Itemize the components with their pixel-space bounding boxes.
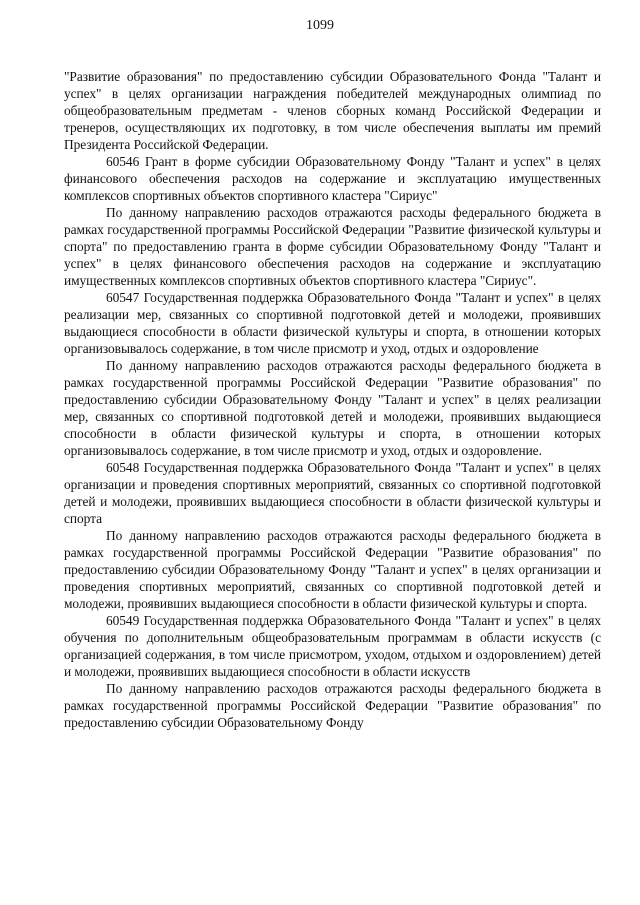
paragraph-60548-heading: 60548 Государственная поддержка Образовательного Фонда "Талант и успех" в целях организации и проведения спортивных мероприятий, связанных со спортивной подготовкой детей и молодежи, проявивших выдающиеся способности в области физической культуры и спорта — [64, 460, 601, 526]
paragraph-60547-heading: 60547 Государственная поддержка Образовательного Фонда "Талант и успех" в целях реализации мер, связанных со спортивной подготовкой детей и молодежи, проявивших выдающиеся способности в области физической культуры и спорта, в отношении которых организовывалось содержание, в том числе присмотр и уход, отдых и оздоровление — [64, 290, 601, 356]
document-body — [64, 68, 601, 731]
paragraph: По данному направлению расходов отражаются расходы федерального бюджета в рамках государственной программы Российской Федерации "Развитие физической культуры и спорта" по предоставлению гранта в форме субсидии Образовательному Фонду "Талант и успех" в целях финансового обеспечения расходов на содержание и эксплуатацию имущественных комплексов спортивных объектов спортивного кластера "Сириус". — [64, 205, 601, 288]
paragraph: По данному направлению расходов отражаются расходы федерального бюджета в рамках государственной программы Российской Федерации "Развитие образования" по предоставлению субсидии Образовательному Фонду "Талант и успех" в целях реализации мер, связанных со спортивной подготовкой детей и молодежи, проявивших выдающиеся способности в области физической культуры и спорта, в отношении которых организовывалось содержание, в том числе присмотр и уход, отдых и оздоровление. — [64, 358, 601, 458]
paragraph: По данному направлению расходов отражаются расходы федерального бюджета в рамках государственной программы Российской Федерации "Развитие образования" по предоставлению субсидии Образовательному Фонду "Талант и успех" в целях организации и проведения спортивных мероприятий, связанных со спортивной подготовкой детей и молодежи, проявивших выдающиеся способности в области физической культуры и спорта. — [64, 528, 601, 611]
paragraph-60546-heading: 60546 Грант в форме субсидии Образовательному Фонду "Талант и успех" в целях финансового обеспечения расходов на содержание и эксплуатацию имущественных комплексов спортивных объектов спортивного кластера "Сириус" — [64, 154, 601, 203]
paragraph: По данному направлению расходов отражаются расходы федерального бюджета в рамках государственной программы Российской Федерации "Развитие образования" по предоставлению субсидии Образовательному Фонду — [64, 681, 601, 730]
paragraph: "Развитие образования" по предоставлению субсидии Образовательного Фонда "Талант и успех" в целях организации награждения победителей международных олимпиад по общеобразовательным предметам - членов сборных команд Российской Федерации и тренеров, осуществляющих их подготовку, в том числе обеспечения выплаты им премий Президента Российской Федерации. — [64, 69, 601, 152]
page-number: 1099 — [306, 18, 334, 33]
paragraph-60549-heading: 60549 Государственная поддержка Образовательного Фонда "Талант и успех" в целях обучения по дополнительным общеобразовательным программам в области искусств (с организацией содержания, в том числе присмотром, уходом, отдыхом и оздоровлением) детей и молодежи, проявивших выдающиеся способности в области искусств — [64, 613, 601, 679]
